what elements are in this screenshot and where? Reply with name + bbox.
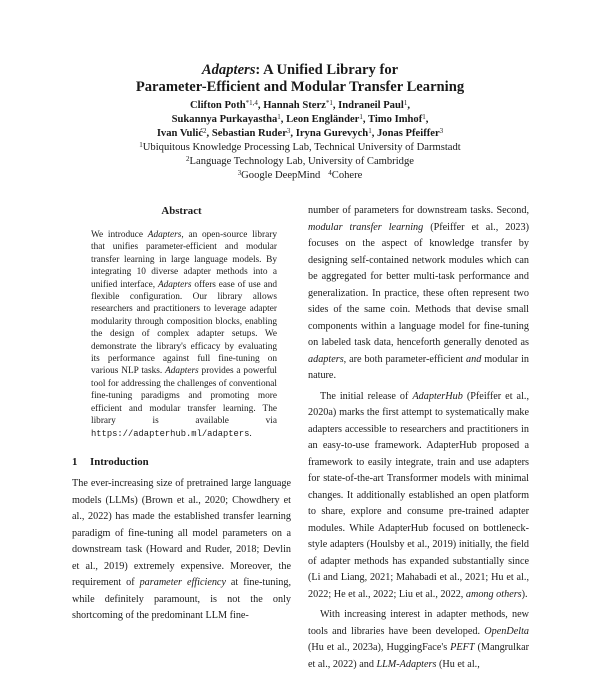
affiliation: $^1$Ubiquitous Knowledge Processing Lab, Technical University of Darmstadt — [139, 141, 461, 153]
author: Timo Imhof$^1$, — [367, 113, 429, 126]
body-paragraph: number of parameters for downstream tasks. Second, modular transfer learning (Pfeiffer et al., 2023) focuses on the aspect of knowledge transfer by designing self-contained network modules which can be aggregated for better multi-task performance and generalization. In practice, these often represent two sides of the same coin. Methods that devise small components within a language model for fine-tuning on labeled task data, henceforth generally denoted as adapters, are both parameter-efficient and modular in nature. — [308, 205, 529, 381]
abstract-heading: Abstract — [161, 205, 202, 217]
body-paragraph: The initial release of AdapterHub (Pfeiffer et al., 2020a) marks the first attempt to systematically make adapters accessible to researchers and practitioners in an easy-to-use framework. AdapterHub proposed a framework to easily integrate, train and use adapters for state-of-the-art Transformer models with minimal changes. It additionally established an open platform to share, explore and consume pre-trained adapter modules. While AdapterHub focused on bottleneck-style adapters (Houlsby et al., 2019) initially, the field of adapter methods has expanded substantially since (Li and Liang, 2021; Mahabadi et al., 2021; Hu et al., 2022; He et al., 2022; Liu et al., 2022, among others). — [308, 390, 529, 600]
paper-title — [0, 62, 600, 96]
affiliation: $^2$Language Technology Lab, University of Cambridge — [186, 155, 414, 168]
title-line-1: Adapters: A Unified Library for — [201, 62, 399, 78]
section-heading-introduction: 1 Introduction — [72, 455, 149, 468]
author: Sebastian Ruder$^3$, — [211, 127, 296, 140]
affiliation: $^3$Google DeepMind $^4$Cohere — [237, 169, 363, 182]
author: Iryna Gurevych$^1$, — [295, 127, 377, 140]
affiliations — [0, 141, 600, 184]
author: Ivan Vulić$^2$, — [156, 127, 212, 140]
author: Hannah Sterz$^{*1}$, — [263, 99, 339, 111]
title-emphasis: Adapters — [201, 62, 256, 78]
title-line-2: Parameter-Efficient and Modular Transfer Learning — [135, 79, 465, 95]
author: Indraneil Paul$^1$, — [338, 99, 410, 111]
body-paragraph: With increasing interest in adapter methods, new tools and libraries have been developed. OpenDelta (Hu et al., 2023a), HuggingFace's PEFT (Mangrulkar et al., 2022) and LLM-Adapters (Hu et al., — [308, 609, 529, 670]
intro-paragraph: The ever-increasing size of pretrained large language models (LLMs) (Brown et al., 2020; Chowdhery et al., 2022) has made the established transfer learning paradigm of fine-tuning all model parameters on a downstream task (Howard and Ruder, 2018; Devlin et al., 2019) extremely expensive. Moreover, the requirement of parameter efficiency at fine-tuning, while definitely paramount, is not the only shortcoming of the predominant LLM fine- — [72, 478, 292, 622]
author: Jonas Pfeiffer$^3$ — [377, 127, 444, 140]
abstract-body: We introduce Adapters, an open-source library that unifies parameter-efficient and modular transfer learning in large language models. By integrating 10 diverse adapter methods into a unified interface, Adapters offers ease of use and flexible configuration. Our library allows researchers and practitioners to leverage adapter modularity through composition blocks, enabling the design of complex adapter setups. We demonstrate the library's efficacy by evaluating its performance against full fine-tuning on various NLP tasks. Adapters provides a powerful tool for addressing the challenges of conventional fine-tuning paradigms and promoting more efficient and modular transfer learning. The library is available via https://adapterhub.ml/adapters. — [91, 230, 277, 439]
left-column — [72, 203, 291, 625]
author: Sukannya Purkayastha$^1$, — [171, 113, 287, 126]
author-list — [0, 99, 600, 142]
right-column — [308, 203, 529, 673]
author: Leon Engländer$^1$, — [286, 113, 368, 126]
library-url: https://adapterhub.ml/adapters — [91, 428, 250, 439]
author: Clifton Poth$^{*1,4}$, — [190, 99, 264, 111]
